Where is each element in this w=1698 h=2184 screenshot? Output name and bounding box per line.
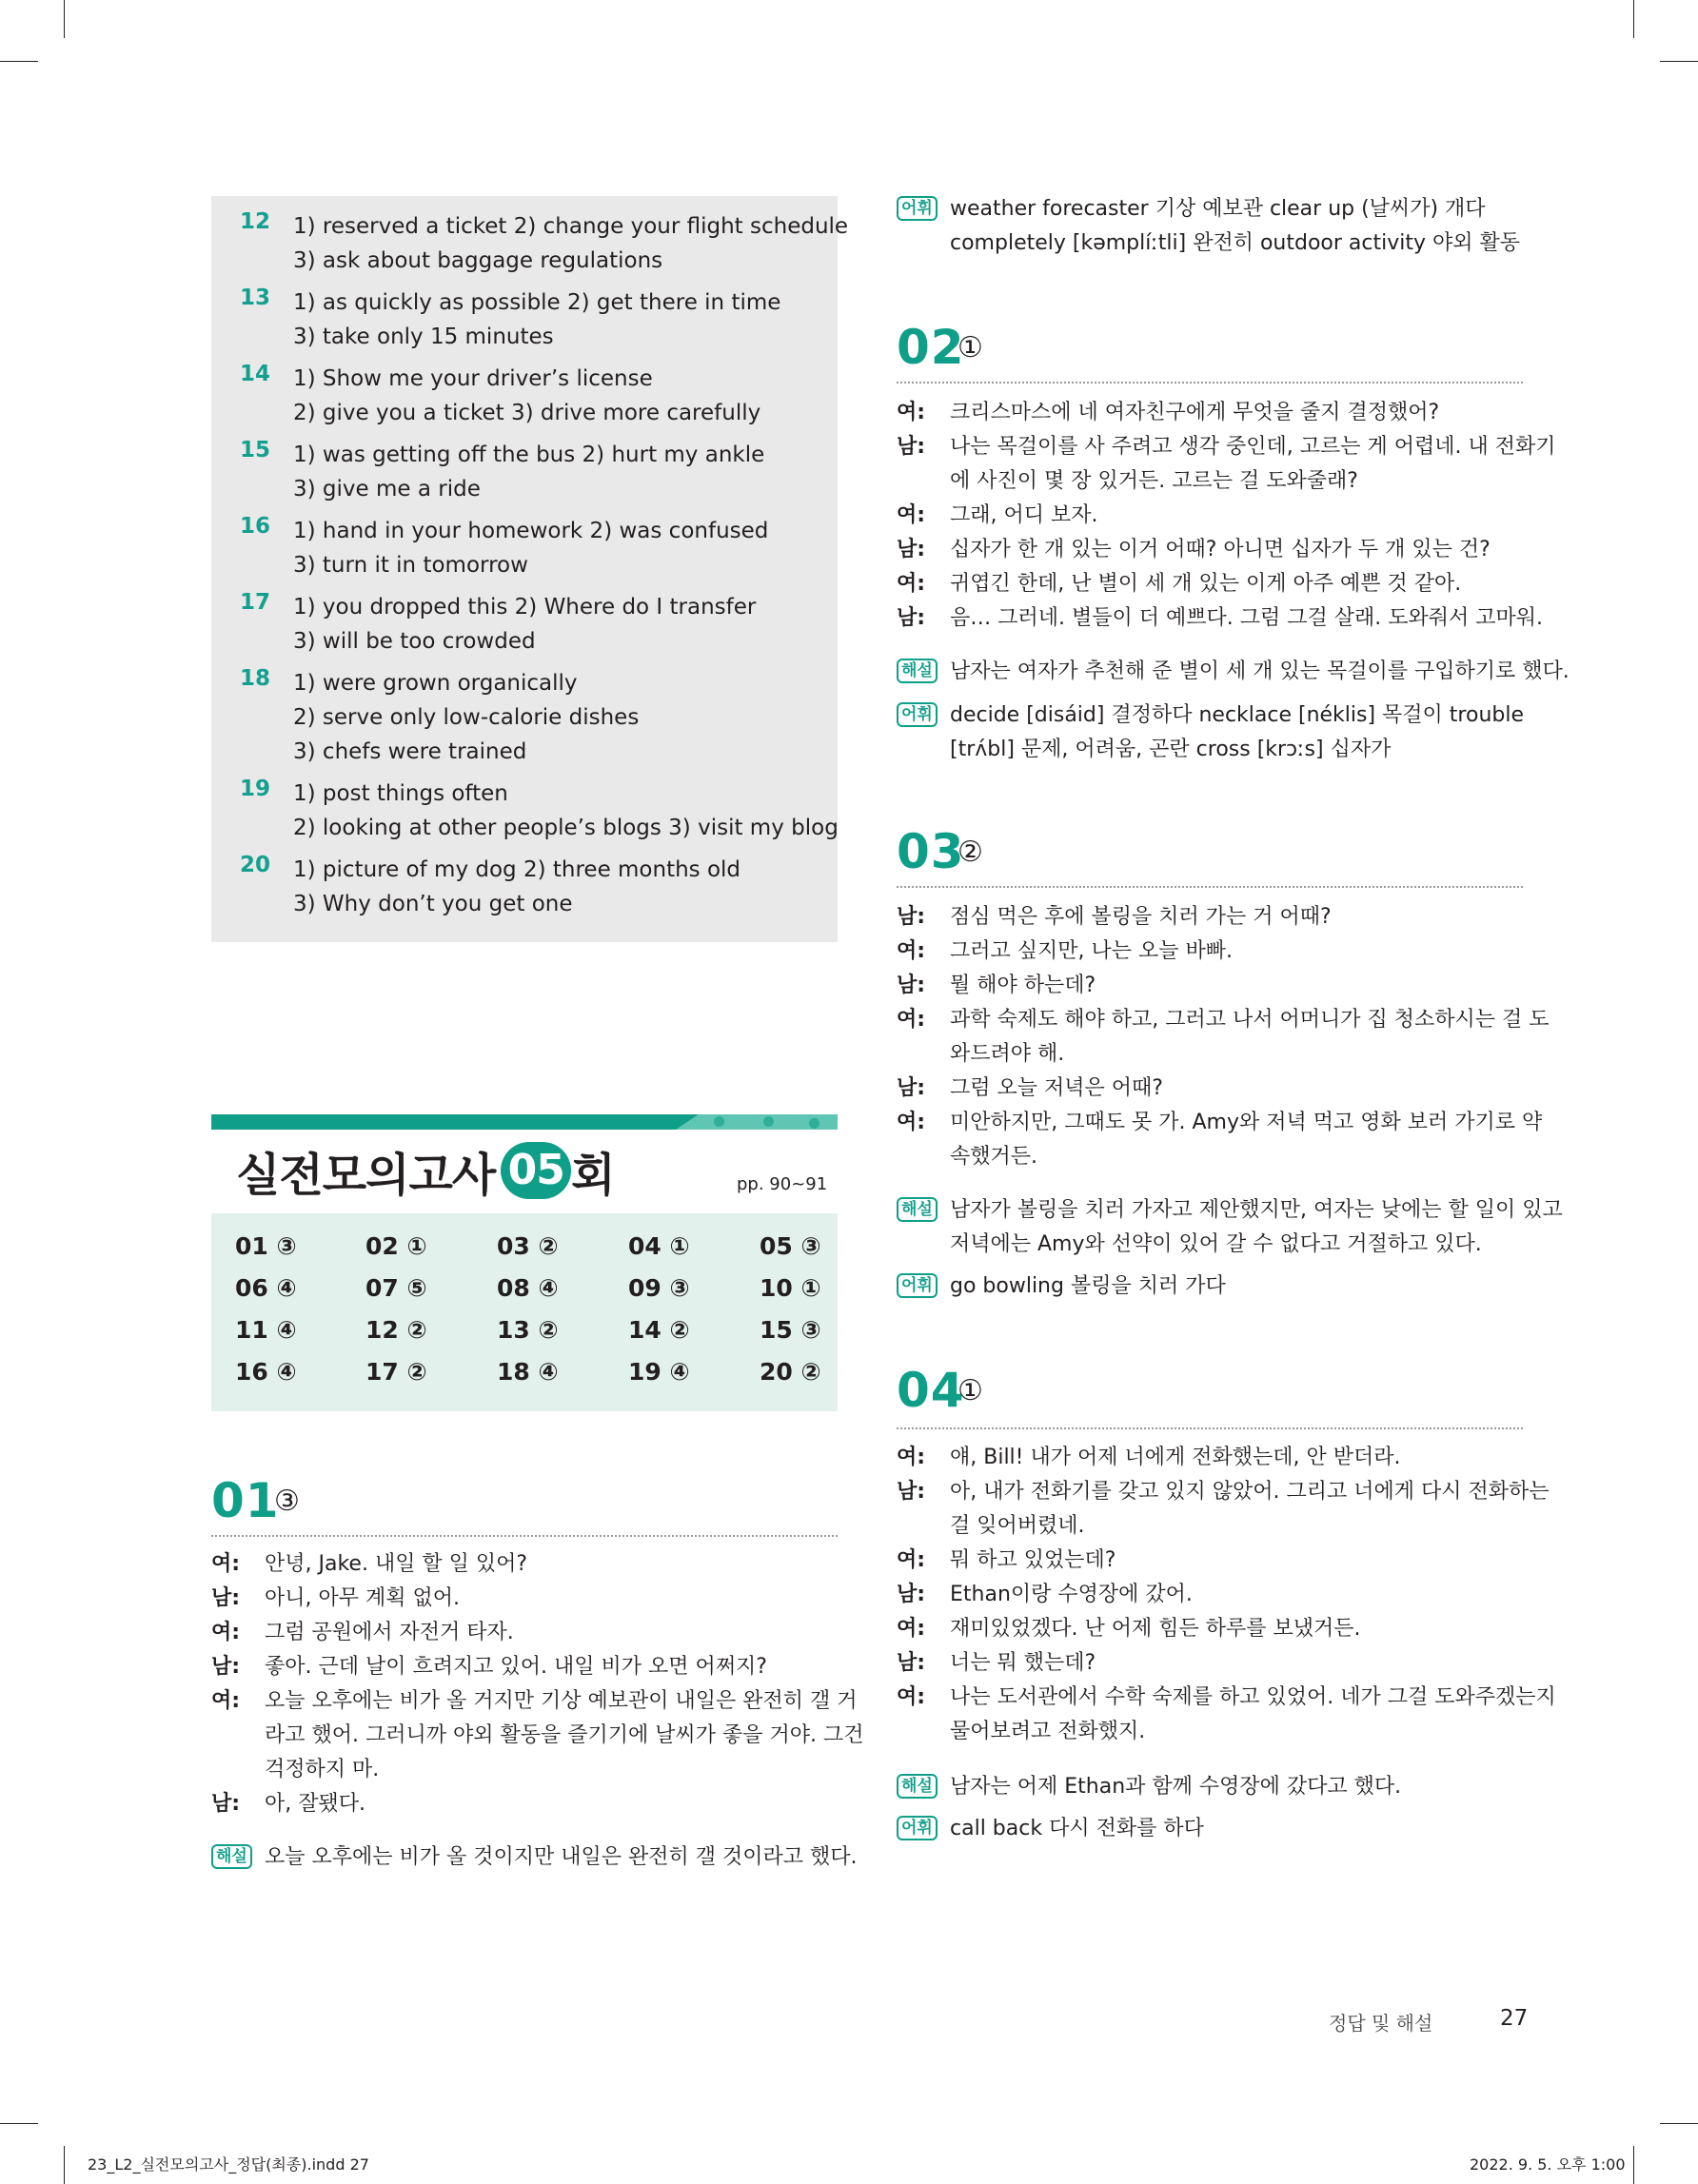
answer-line: 1) Show me your driver’s license (293, 366, 653, 391)
speaker-label: 남: (897, 538, 926, 561)
dialogue-line (897, 1544, 1534, 1578)
vocab-body (950, 1812, 1204, 1846)
dialogue-line (211, 1547, 849, 1582)
dialogue-line (897, 533, 1534, 567)
answer-line: 2) looking at other people’s blogs 3) visit my blog (293, 816, 839, 840)
dialogue-04 (897, 1441, 1556, 1749)
answer-line: 2) serve only low-calorie dishes (293, 705, 640, 730)
dialogue-line (897, 1475, 1550, 1509)
dialogue-line (897, 1140, 1534, 1174)
answer-lines (293, 438, 764, 506)
answer-lines (293, 590, 756, 659)
dialogue-line (897, 396, 1534, 430)
dialogue-text: 라고 했어. 그러니까 야외 활동을 즐기기에 날씨가 좋을 거야. 그건 (265, 1723, 864, 1747)
answer-list-box (211, 196, 849, 942)
answer-line: 3) will be too crowded (293, 629, 536, 654)
dialogue-text: 좋아. 근데 날이 흐려지고 있어. 내일 비가 오면 어쩌지? (265, 1655, 767, 1679)
dialogue-line (897, 1646, 1534, 1681)
speaker-label: 여: (897, 503, 926, 527)
vocab-line: go bowling 볼링을 치러 가다 (950, 1274, 1226, 1298)
test-title-prefix: 실전모의고사 (236, 1148, 496, 1202)
answer-line: 1) as quickly as possible 2) get there in time (293, 290, 781, 315)
answer-grid-cell: 16 ④ (235, 1358, 297, 1386)
answer-grid-cell: 12 ② (365, 1316, 427, 1344)
vocab-body (950, 192, 1520, 261)
crop-mark (1660, 61, 1698, 62)
crop-mark (64, 0, 65, 38)
crop-mark (64, 2146, 65, 2184)
dialogue-text: 그래, 어디 보자. (950, 503, 1098, 527)
dialogue-text: 아, 잘됐다. (265, 1792, 365, 1816)
dialogue-text: 속했거든. (950, 1145, 1038, 1169)
speaker-label: 남: (897, 974, 926, 997)
test-header-bar (211, 1114, 838, 1130)
speaker-label: 여: (897, 572, 926, 596)
dialogue-line (897, 935, 1534, 969)
dialogue-line (897, 1509, 1534, 1544)
answer-line: 1) hand in your homework 2) was confused (293, 519, 769, 543)
speaker-label: 남: (897, 1583, 926, 1606)
section-divider (897, 382, 1523, 384)
question-number: 01 (211, 1473, 280, 1528)
question-answer: ① (958, 331, 983, 364)
answer-grid-cell: 18 ④ (497, 1358, 559, 1386)
speaker-label: 여: (211, 1621, 241, 1644)
dialogue-line (897, 499, 1534, 533)
print-slug-file: 23_L2_실전모의고사_정답(최종).indd 27 (88, 2155, 369, 2174)
dialogue-text: 그럼 공원에서 자전거 타자. (265, 1621, 514, 1644)
vocab-tag: 어휘 (897, 1273, 938, 1298)
answer-line: 3) give me a ride (293, 477, 481, 502)
vocab-body (950, 698, 1524, 767)
speaker-label: 남: (897, 435, 926, 459)
answer-grid-cell: 04 ① (628, 1232, 690, 1260)
speaker-label: 여: (897, 939, 926, 963)
dialogue-line (211, 1582, 849, 1616)
section-divider (897, 886, 1523, 888)
dialogue-line (897, 1681, 1556, 1715)
dialogue-line (897, 969, 1534, 1003)
explanation-line: 오늘 오후에는 비가 올 것이지만 내일은 완전히 갤 것이라고 했다. (265, 1845, 858, 1869)
answer-grid-cell: 10 ① (760, 1274, 821, 1302)
answer-lines (293, 209, 848, 278)
dialogue-text: 과학 숙제도 해야 하고, 그러고 나서 어머니가 집 청소하시는 걸 도 (950, 1008, 1550, 1032)
answer-grid-cell: 02 ① (365, 1232, 427, 1260)
dialogue-text: 미안하지만, 그때도 못 가. Amy와 저녁 먹고 영화 보러 가기로 약 (950, 1111, 1543, 1134)
answer-line: 1) reserved a ticket 2) change your flight schedule (293, 214, 849, 239)
section-divider (211, 1535, 838, 1537)
answer-line: 1) was getting off the bus 2) hurt my ankle (293, 443, 765, 467)
answer-number: 13 (240, 285, 271, 310)
explanation-tag: 해설 (897, 1197, 938, 1222)
answer-lines (293, 777, 839, 845)
answer-number: 20 (240, 853, 271, 877)
question-answer: ③ (274, 1485, 300, 1518)
question-number: 04 (897, 1363, 965, 1418)
explanation-body (950, 1193, 1563, 1262)
speaker-label: 남: (897, 606, 926, 630)
explanation-line: 남자는 어제 Ethan과 함께 수영장에 갔다고 했다. (950, 1775, 1402, 1799)
dialogue-text: 나는 목걸이를 사 주려고 생각 중인데, 고르는 게 어렵네. 내 전화기 (950, 435, 1556, 459)
crop-mark (1633, 0, 1634, 38)
answer-grid-cell: 09 ③ (628, 1274, 690, 1302)
answer-grid-cell: 01 ③ (235, 1232, 297, 1260)
dialogue-text: 얘, Bill! 내가 어제 너에게 전화했는데, 안 받더라. (950, 1446, 1401, 1469)
answer-grid (211, 1213, 838, 1411)
dialogue-line (211, 1650, 849, 1684)
answer-line: 3) chefs were trained (293, 739, 527, 764)
dialogue-line (211, 1753, 849, 1787)
dialogue-03 (897, 900, 1550, 1174)
question-number: 03 (897, 824, 965, 879)
dialogue-01 (211, 1547, 864, 1821)
answer-lines (293, 362, 760, 430)
dialogue-line (211, 1616, 849, 1650)
explanation-line: 저녁에는 Amy와 선약이 있어 갈 수 없다고 거절하고 있다. (950, 1232, 1482, 1256)
speaker-label: 여: (897, 1446, 926, 1469)
answer-grid-cell: 20 ② (760, 1358, 821, 1386)
dialogue-line (897, 430, 1556, 464)
answer-line: 3) ask about baggage regulations (293, 248, 663, 273)
dialogue-line (211, 1787, 849, 1821)
page-number: 27 (1500, 2006, 1529, 2031)
vocab-line: completely [kəmplíːtli] 완전히 outdoor activity 야외 활동 (950, 231, 1520, 255)
vocab-tag: 어휘 (897, 1816, 938, 1840)
explanation-body (950, 655, 1570, 689)
dialogue-line (211, 1719, 864, 1753)
dialogue-line (897, 1106, 1543, 1140)
vocab-line: [trʌ́bl] 문제, 어려움, 곤란 cross [krɔːs] 십자가 (950, 738, 1392, 761)
dialogue-line (897, 1578, 1534, 1612)
test-page-range: pp. 90~91 (737, 1174, 828, 1194)
answer-number: 16 (240, 514, 271, 539)
dialogue-text: 재미있었겠다. 난 어제 힘든 하루를 보냈거든. (950, 1617, 1361, 1641)
answer-lines (293, 514, 768, 582)
answer-grid-cell: 05 ③ (760, 1232, 821, 1260)
question-number: 02 (897, 320, 965, 375)
answer-line: 3) take only 15 minutes (293, 325, 554, 349)
explanation-body (265, 1840, 858, 1875)
vocab-tag: 어휘 (897, 702, 938, 727)
answer-grid-cell: 11 ④ (235, 1316, 297, 1344)
vocab-line: weather forecaster 기상 예보관 clear up (날씨가) 개다 (950, 197, 1486, 221)
crop-mark (0, 61, 38, 62)
test-title (236, 1137, 615, 1204)
dialogue-02 (897, 396, 1556, 636)
dialogue-text: 십자가 한 개 있는 이거 어때? 아니면 십자가 두 개 있는 건? (950, 538, 1491, 561)
answer-number: 19 (240, 777, 271, 801)
speaker-label: 남: (897, 1651, 926, 1675)
vocab-body (950, 1269, 1226, 1304)
answer-lines (293, 285, 780, 354)
dialogue-text: 귀엽긴 한데, 난 별이 세 개 있는 이게 아주 예쁜 것 같아. (950, 572, 1462, 596)
answer-line: 3) Why don’t you get one (293, 892, 573, 916)
answer-number: 15 (240, 438, 271, 462)
speaker-label: 여: (897, 1617, 926, 1641)
dialogue-text: 물어보려고 전화했지. (950, 1720, 1146, 1743)
answer-grid-cell: 06 ④ (235, 1274, 297, 1302)
section-divider (897, 1427, 1523, 1429)
explanation-line: 남자는 여자가 추천해 준 별이 세 개 있는 목걸이를 구입하기로 했다. (950, 659, 1570, 683)
answer-lines (293, 853, 740, 921)
explanation-tag: 해설 (211, 1844, 252, 1869)
speaker-label: 남: (211, 1792, 241, 1816)
answer-grid-cell: 07 ⑤ (365, 1274, 427, 1302)
speaker-label: 남: (897, 1076, 926, 1100)
dialogue-text: 뭘 해야 하는데? (950, 974, 1096, 997)
answer-line: 1) picture of my dog 2) three months old (293, 857, 741, 882)
crop-mark (1660, 2123, 1698, 2124)
answer-grid-cell: 13 ② (497, 1316, 559, 1344)
speaker-label: 여: (897, 1008, 926, 1032)
dialogue-line (897, 601, 1543, 636)
dialogue-line (897, 567, 1534, 601)
answer-number: 12 (240, 209, 271, 234)
speaker-label: 남: (897, 1480, 926, 1504)
speaker-label: 남: (211, 1655, 241, 1679)
dialogue-line (897, 1715, 1534, 1749)
answer-line: 2) give you a ticket 3) drive more carefully (293, 401, 761, 425)
speaker-label: 여: (211, 1689, 241, 1713)
speaker-label: 여: (897, 1685, 926, 1709)
dialogue-line (897, 1037, 1534, 1072)
header-bar-decoration (676, 1114, 838, 1130)
dialogue-line (211, 1684, 858, 1719)
answer-line: 1) you dropped this 2) Where do I transfer (293, 595, 757, 620)
crop-mark (1633, 2146, 1634, 2184)
question-answer: ① (958, 1374, 983, 1407)
answer-number: 18 (240, 666, 271, 691)
dialogue-text: 음… 그러네. 별들이 더 예쁘다. 그럼 그걸 살래. 도와줘서 고마워. (950, 606, 1543, 630)
dialogue-line (897, 1003, 1550, 1037)
answer-grid-cell: 03 ② (497, 1232, 559, 1260)
explanation-tag: 해설 (897, 659, 938, 683)
dialogue-text: 크리스마스에 네 여자친구에게 무엇을 줄지 결정했어? (950, 401, 1440, 424)
speaker-label: 여: (211, 1552, 241, 1576)
answer-grid-cell: 14 ② (628, 1316, 690, 1344)
dialogue-text: Ethan이랑 수영장에 갔어. (950, 1583, 1193, 1606)
vocab-line: call back 다시 전화를 하다 (950, 1817, 1204, 1840)
explanation-tag: 해설 (897, 1774, 938, 1799)
dialogue-line (897, 900, 1534, 935)
speaker-label: 여: (897, 1111, 926, 1134)
explanation-line: 남자가 볼링을 치러 가자고 제안했지만, 여자는 낮에는 할 일이 있고 (950, 1198, 1563, 1222)
answer-line: 1) were grown organically (293, 671, 578, 696)
answer-grid-cell: 17 ② (365, 1358, 427, 1386)
vocab-tag: 어휘 (897, 196, 938, 221)
answer-line: 3) turn it in tomorrow (293, 553, 528, 578)
answer-grid-cell: 15 ③ (760, 1316, 821, 1344)
dialogue-text: 오늘 오후에는 비가 올 거지만 기상 예보관이 내일은 완전히 갤 거 (265, 1689, 858, 1713)
dialogue-text: 아, 내가 전화기를 갖고 있지 않았어. 그리고 너에게 다시 전화하는 (950, 1480, 1550, 1504)
question-answer: ② (958, 836, 983, 869)
speaker-label: 남: (211, 1586, 241, 1610)
vocab-line: decide [disáid] 결정하다 necklace [néklis] 목걸이 trouble (950, 703, 1525, 727)
dialogue-text: 걱정하지 마. (265, 1758, 380, 1781)
dialogue-text: 나는 도서관에서 수학 숙제를 하고 있었어. 네가 그걸 도와주겠는지 (950, 1685, 1556, 1709)
dialogue-text: 와드려야 해. (950, 1042, 1065, 1066)
dialogue-line (897, 1072, 1534, 1106)
footer-section-label: 정답 및 해설 (1329, 2012, 1433, 2035)
answer-grid-cell: 08 ④ (497, 1274, 559, 1302)
answer-lines (293, 666, 639, 769)
speaker-label: 여: (897, 1548, 926, 1572)
dialogue-text: 걸 잊어버렸네. (950, 1514, 1085, 1538)
answer-line: 1) post things often (293, 781, 508, 806)
speaker-label: 남: (897, 905, 926, 929)
dialogue-line (897, 1441, 1534, 1475)
dialogue-text: 뭐 하고 있었는데? (950, 1548, 1116, 1572)
answer-number: 14 (240, 362, 271, 386)
round-badge: 05 (501, 1142, 571, 1199)
test-title-suffix: 회 (571, 1148, 615, 1202)
print-slug-date: 2022. 9. 5. 오후 1:00 (1470, 2155, 1626, 2174)
dialogue-text: 에 사진이 몇 장 있거든. 고르는 걸 도와줄래? (950, 469, 1358, 493)
dialogue-line (897, 1612, 1534, 1646)
answer-number: 17 (240, 590, 271, 615)
dialogue-text: 그럼 오늘 저녁은 어때? (950, 1076, 1163, 1100)
dialogue-text: 그러고 싶지만, 나는 오늘 바빠. (950, 939, 1233, 963)
dialogue-text: 점심 먹은 후에 볼링을 치러 가는 거 어때? (950, 905, 1332, 929)
answer-grid-cell: 19 ④ (628, 1358, 690, 1386)
dialogue-text: 안녕, Jake. 내일 할 일 있어? (265, 1552, 528, 1576)
explanation-body (950, 1770, 1401, 1804)
dialogue-line (897, 464, 1534, 499)
speaker-label: 여: (897, 401, 926, 424)
dialogue-text: 아니, 아무 계획 없어. (265, 1586, 460, 1610)
dialogue-text: 너는 뭐 했는데? (950, 1651, 1096, 1675)
crop-mark (0, 2123, 38, 2124)
